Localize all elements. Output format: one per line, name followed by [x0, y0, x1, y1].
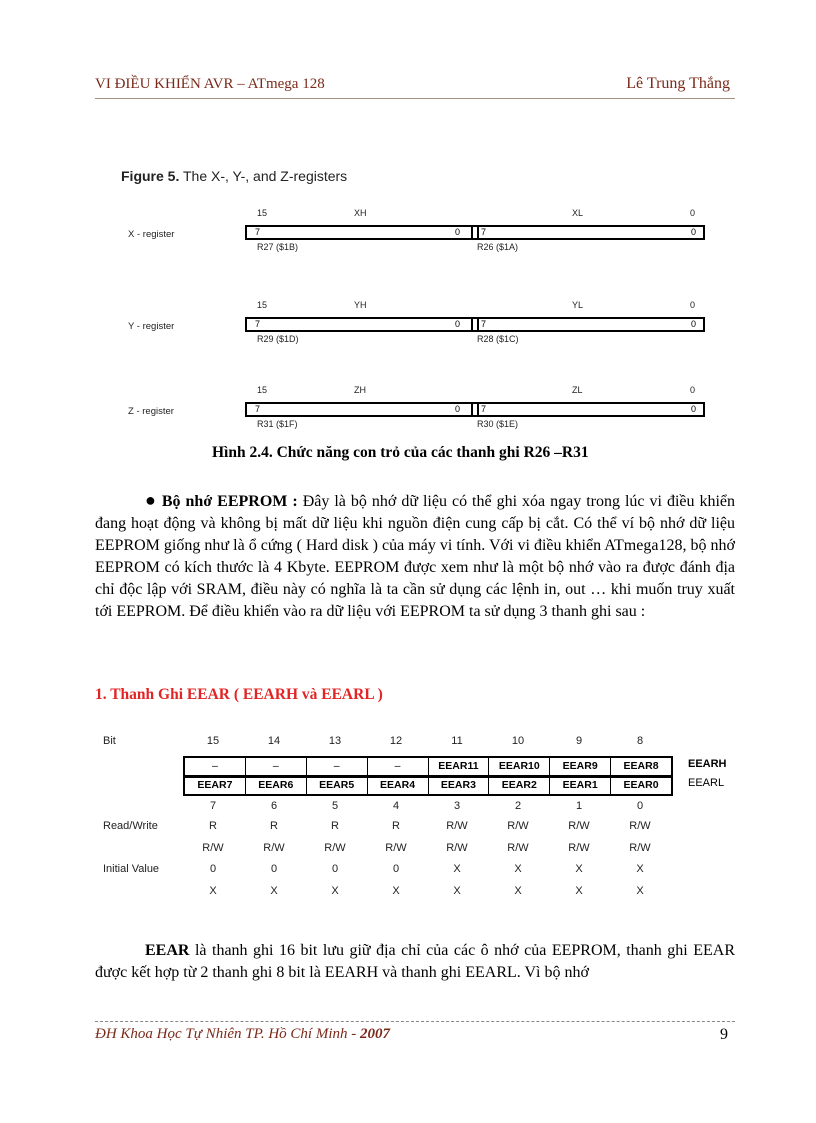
low-register-address: R30 ($1E)	[477, 419, 519, 429]
initial-value: X	[453, 863, 461, 875]
read-write-value: R/W	[324, 842, 346, 854]
high-byte-label: YH	[354, 300, 367, 310]
initial-value-label: Initial Value	[103, 863, 160, 875]
read-write-value: R/W	[446, 842, 468, 854]
bit-number: 15	[206, 735, 220, 747]
bit-cell: EEAR2	[489, 777, 550, 794]
bit-number: 13	[328, 735, 342, 747]
register-name: Z - register	[128, 406, 174, 417]
bit-number: 3	[453, 800, 461, 812]
register-name: X - register	[128, 229, 175, 240]
register-box	[245, 225, 705, 240]
initial-value: X	[575, 885, 583, 897]
eear-table-box	[183, 756, 673, 796]
bullet: ●	[145, 490, 157, 510]
bit-index: 7	[255, 319, 261, 329]
initial-value: 0	[209, 863, 217, 875]
bit-cell: EEAR8	[623, 760, 659, 772]
bit-cell: EEAR10	[489, 758, 550, 775]
register-box	[245, 317, 705, 332]
bit-cell: –	[185, 758, 246, 775]
initial-value: X	[392, 885, 400, 897]
initial-value: 0	[392, 863, 400, 875]
bit-0-label: 0	[690, 385, 696, 395]
initial-value: X	[514, 885, 522, 897]
bit-cell: EEAR1	[550, 777, 611, 794]
bit-index: 0	[455, 227, 461, 237]
figure-title-text: The X-, Y-, and Z-registers	[179, 168, 348, 184]
initial-value: X	[331, 885, 339, 897]
eeprom-heading: Bộ nhớ EEPROM :	[161, 493, 298, 510]
high-register-address: R27 ($1B)	[257, 242, 299, 252]
bit-index: 0	[691, 404, 697, 414]
bit-cell: EEAR5	[307, 777, 368, 794]
initial-value: X	[270, 885, 278, 897]
initial-value: X	[209, 885, 217, 897]
bit-cell: EEAR11	[429, 758, 490, 775]
bit-number: 6	[270, 800, 278, 812]
byte-divider	[471, 402, 479, 417]
bit-number: 8	[636, 735, 644, 747]
bit-number: 12	[389, 735, 403, 747]
initial-value: X	[575, 863, 583, 875]
bit-cell: EEAR3	[429, 777, 490, 794]
bit-cell: EEAR9	[550, 758, 611, 775]
read-write-label: Read/Write	[103, 820, 158, 832]
figure-title	[121, 168, 347, 184]
bit-index: 0	[691, 319, 697, 329]
initial-value: 0	[270, 863, 278, 875]
high-byte-label: ZH	[354, 385, 366, 395]
header-author: Lê Trung Thắng	[626, 75, 730, 92]
read-write-value: R/W	[263, 842, 285, 854]
eear-text: là thanh ghi 16 bit lưu giữ địa chỉ của các ô nhớ của EEPROM, thanh ghi EEAR được kết hợp từ 2 thanh ghi 8 bit là EEARH và thanh ghi EEARL. Vì bộ nhớ	[95, 942, 735, 981]
eear-high-row	[185, 758, 671, 778]
bit-number: 9	[575, 735, 583, 747]
bit-index: 7	[481, 404, 487, 414]
low-register-address: R26 ($1A)	[477, 242, 519, 252]
bit-label: Bit	[103, 735, 116, 747]
bit-index: 0	[455, 404, 461, 414]
bit-number: 10	[511, 735, 525, 747]
high-register-address: R31 ($1F)	[257, 419, 298, 429]
low-register-address: R28 ($1C)	[477, 334, 519, 344]
bit-cell: –	[307, 758, 368, 775]
read-write-value: R/W	[568, 820, 590, 832]
read-write-value: R/W	[629, 820, 651, 832]
footer-text	[95, 1026, 390, 1043]
bit-index: 0	[691, 227, 697, 237]
header-divider	[95, 98, 735, 99]
bit-cell: EEAR7	[185, 777, 246, 794]
register-name: Y - register	[128, 321, 175, 332]
bit-cell: –	[368, 758, 429, 775]
header-title: VI ĐIỀU KHIỂN AVR – ATmega 128	[95, 76, 325, 92]
low-byte-label: YL	[572, 300, 584, 310]
low-byte-label: XL	[572, 208, 584, 218]
high-byte-label: XH	[354, 208, 367, 218]
eeprom-paragraph	[95, 489, 735, 623]
read-write-value: R/W	[629, 842, 651, 854]
eearl-label: EEARL	[688, 777, 725, 789]
bit-15-label: 15	[257, 385, 268, 395]
eear-low-row	[185, 777, 671, 794]
eearh-label: EEARH	[688, 758, 727, 770]
read-write-value: R/W	[507, 842, 529, 854]
initial-value: X	[453, 885, 461, 897]
bit-15-label: 15	[257, 208, 268, 218]
bit-cell: EEAR4	[368, 777, 429, 794]
bit-index: 7	[481, 227, 487, 237]
figure-number: Figure 5.	[121, 168, 180, 184]
read-write-value: R/W	[507, 820, 529, 832]
bit-number: 5	[331, 800, 339, 812]
bit-number: 0	[636, 800, 644, 812]
bit-index: 0	[455, 319, 461, 329]
initial-value: 0	[331, 863, 339, 875]
low-byte-label: ZL	[572, 385, 583, 395]
read-write-value: R/W	[202, 842, 224, 854]
byte-divider	[471, 225, 479, 240]
initial-value: X	[514, 863, 522, 875]
read-write-value: R	[209, 820, 217, 832]
bit-number: 7	[209, 800, 217, 812]
bit-15-label: 15	[257, 300, 268, 310]
eeprom-text: Đây là bộ nhớ dữ liệu có thể ghi xóa ngay trong lúc vi điều khiển đang hoạt động và không bị mất dữ liệu khi nguồn điện cung cấp bị cắt. Có thể ví bộ nhớ dữ liệu EEPROM giống như là ổ cứng ( Hard disk ) của máy vi tính. Với vi điều khiển ATmega128, bộ nhớ EEPROM có kích thước là 4 Kbyte. EEPROM được xem như là một bộ nhớ vào ra được đánh địa chỉ độc lập với SRAM, điều này có nghĩa là ta cần sử dụng các lệnh in, out … khi muốn truy xuất tới EEPROM. Để điều khiển vào ra dữ liệu với EEPROM ta sử dụng 3 thanh ghi sau :	[95, 493, 736, 620]
bit-number: 11	[451, 735, 463, 747]
initial-value: X	[636, 863, 644, 875]
read-write-value: R	[392, 820, 400, 832]
read-write-value: R/W	[446, 820, 468, 832]
read-write-value: R/W	[385, 842, 407, 854]
eear-bold: EEAR	[145, 942, 190, 959]
register-box	[245, 402, 705, 417]
read-write-value: R	[331, 820, 339, 832]
bit-index: 7	[255, 404, 261, 414]
bit-0-label: 0	[690, 300, 696, 310]
bit-index: 7	[255, 227, 261, 237]
footer-institution: ĐH Khoa Học Tự Nhiên TP. Hồ Chí Minh -	[95, 1026, 360, 1042]
bit-index: 7	[481, 319, 487, 329]
footer-year: 2007	[360, 1026, 390, 1042]
bit-number: 1	[575, 800, 583, 812]
bit-cell: EEAR6	[246, 777, 307, 794]
section-heading: 1. Thanh Ghi EEAR ( EEARH và EEARL )	[95, 686, 383, 703]
initial-value: X	[636, 885, 644, 897]
bit-number: 2	[514, 800, 522, 812]
byte-divider	[471, 317, 479, 332]
figure-caption: Hình 2.4. Chức năng con trỏ của các thanh ghi R26 –R31	[212, 444, 589, 461]
eear-paragraph	[95, 940, 735, 984]
page-number: 9	[720, 1026, 728, 1043]
footer-divider	[95, 1021, 735, 1022]
bit-cell: EEAR0	[623, 779, 659, 791]
bit-number: 4	[392, 800, 400, 812]
bit-cell: –	[246, 758, 307, 775]
read-write-value: R/W	[568, 842, 590, 854]
high-register-address: R29 ($1D)	[257, 334, 299, 344]
read-write-value: R	[270, 820, 278, 832]
bit-0-label: 0	[690, 208, 696, 218]
bit-number: 14	[267, 735, 281, 747]
